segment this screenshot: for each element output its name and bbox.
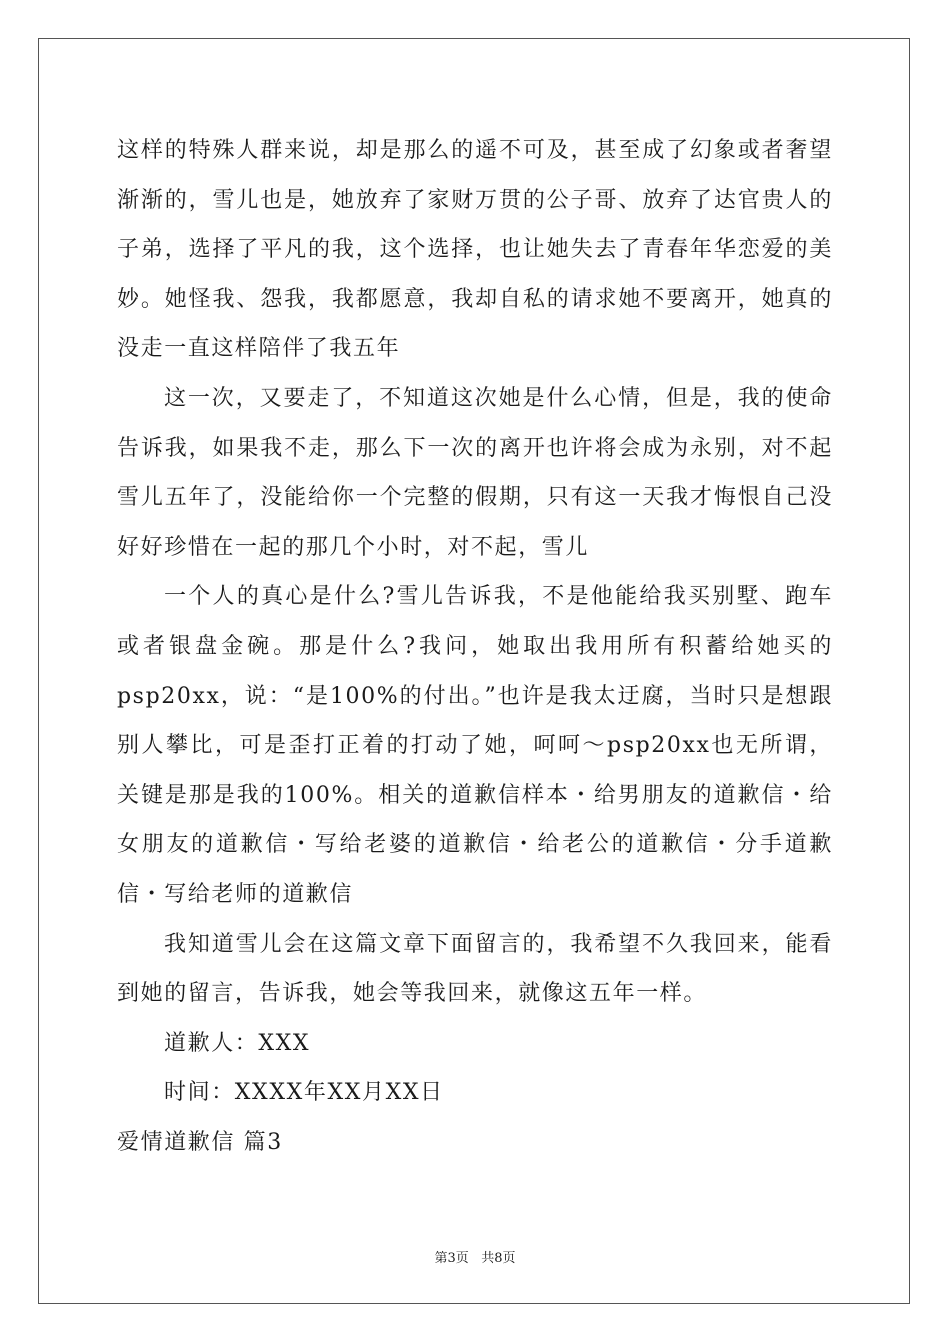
section-heading: 爱情道歉信 篇3 (117, 1129, 283, 1155)
paragraph-1: 这样的特殊人群来说，却是那么的遥不可及，甚至成了幻象或者奢望渐渐的，雪儿也是，她放弃了家财万贯的公子哥、放弃了达官贵人的子弟，选择了平凡的我，这个选择，也让她失去了青春年华恋爱的美妙。她怪我、怨我，我都愿意，我却自私的请求她不要离开，她真的没走一直这样陪伴了我五年 (117, 138, 833, 362)
page-number: 第3页 (434, 1251, 469, 1266)
page-footer (0, 1247, 950, 1266)
page-total: 共8页 (481, 1251, 516, 1266)
date-line: 时间：XXXX年XX月XX日 (164, 1080, 444, 1106)
paragraph-4: 我知道雪儿会在这篇文章下面留言的，我希望不久我回来，能看到她的留言，告诉我，她会等我回来，就像这五年一样。 (117, 931, 833, 1007)
paragraph-3: 一个人的真心是什么?雪儿告诉我，不是他能给我买别墅、跑车或者银盘金碗。那是什么?我问，她取出我用所有积蓄给她买的psp20xx，说：“是100%的付出。”也许是我太迂腐，当时只是想跟别人攀比，可是歪打正着的打动了她，呵呵～psp20xx也无所谓，关键是那是我的100%。相关的道歉信样本・给男朋友的道歉信・给女朋友的道歉信・写给老婆的道歉信・给老公的道歉信・分手道歉信・写给老师的道歉信 (117, 584, 833, 907)
paragraph-2: 这一次，又要走了，不知道这次她是什么心情，但是，我的使命告诉我，如果我不走，那么下一次的离开也许将会成为永别，对不起雪儿五年了，没能给你一个完整的假期，只有这一天我才悔恨自己没好好珍惜在一起的那几个小时，对不起，雪儿 (117, 385, 833, 560)
document-body (117, 126, 833, 1167)
signature-line: 道歉人：XXX (164, 1030, 311, 1056)
